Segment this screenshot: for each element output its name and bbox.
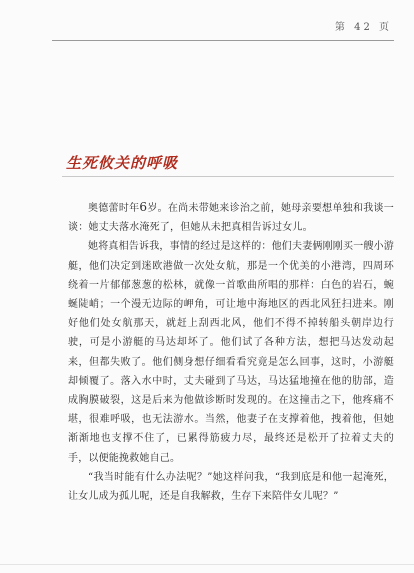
paragraph-2: 她将真相告诉我，事情的经过是这样的：他们夫妻俩刚刚买一艘小游艇，他们决定到迷欧港做一次处女航，那是一个优美的小港湾，四周环绕着一片郁郁葱葱的松林，就像一首歌曲所唱的那样：白色的岩石，蜿蜒陡峭；一个漫无边际的岬角，可让地中海地区的西北风狂扫进来。刚好他们处女航那天，就赶上刮西北风，他们不得不掉转船头朝岸边行驶，可是小游艇的马达却坏了。他们试了各种方法，想把马达发动起来，但都失败了。他们侧身想仔细看看究竟是怎么回事，这时，小游艇却倾覆了。落入水中时，丈夫碰到了马达，马达猛地撞在他的肋部，造成胸膜破裂，这是后来为他做诊断时发现的。在这撞击之下，他疼痛不堪，很难呼吸，也无法游水。当然，他妻子在支撑着他，拽着他，但她渐渐地也支撑不住了，已累得筋疲力尽，最终还是松开了拉着丈夫的手，以便能挽救她自己。 bbox=[68, 241, 394, 464]
paragraph-1-before-age: 奥德蕾时年 bbox=[88, 203, 140, 214]
chapter-title: 生死攸关的呼吸 bbox=[66, 154, 179, 172]
paragraph-1 bbox=[68, 198, 394, 237]
page-number: 第 42 页 bbox=[334, 22, 392, 33]
paragraph-3: “我当时能有什么办法呢？”她这样问我，“我到底是和他一起淹死，让女儿成为孤儿呢，还是自我解救，生存下来陪伴女儿呢？” bbox=[68, 471, 394, 503]
title-divider bbox=[62, 176, 394, 177]
body-text bbox=[68, 198, 394, 506]
paragraph-1-after-age: 岁。在尚未带她来诊治之前，她母亲要想单独和我谈一谈：她丈夫落水淹死了，但她从未把真相告诉过女儿。 bbox=[68, 203, 394, 234]
header-divider bbox=[52, 40, 394, 41]
bottom-divider bbox=[0, 564, 414, 565]
age-number: 6 bbox=[139, 200, 148, 214]
page-header bbox=[0, 0, 414, 44]
